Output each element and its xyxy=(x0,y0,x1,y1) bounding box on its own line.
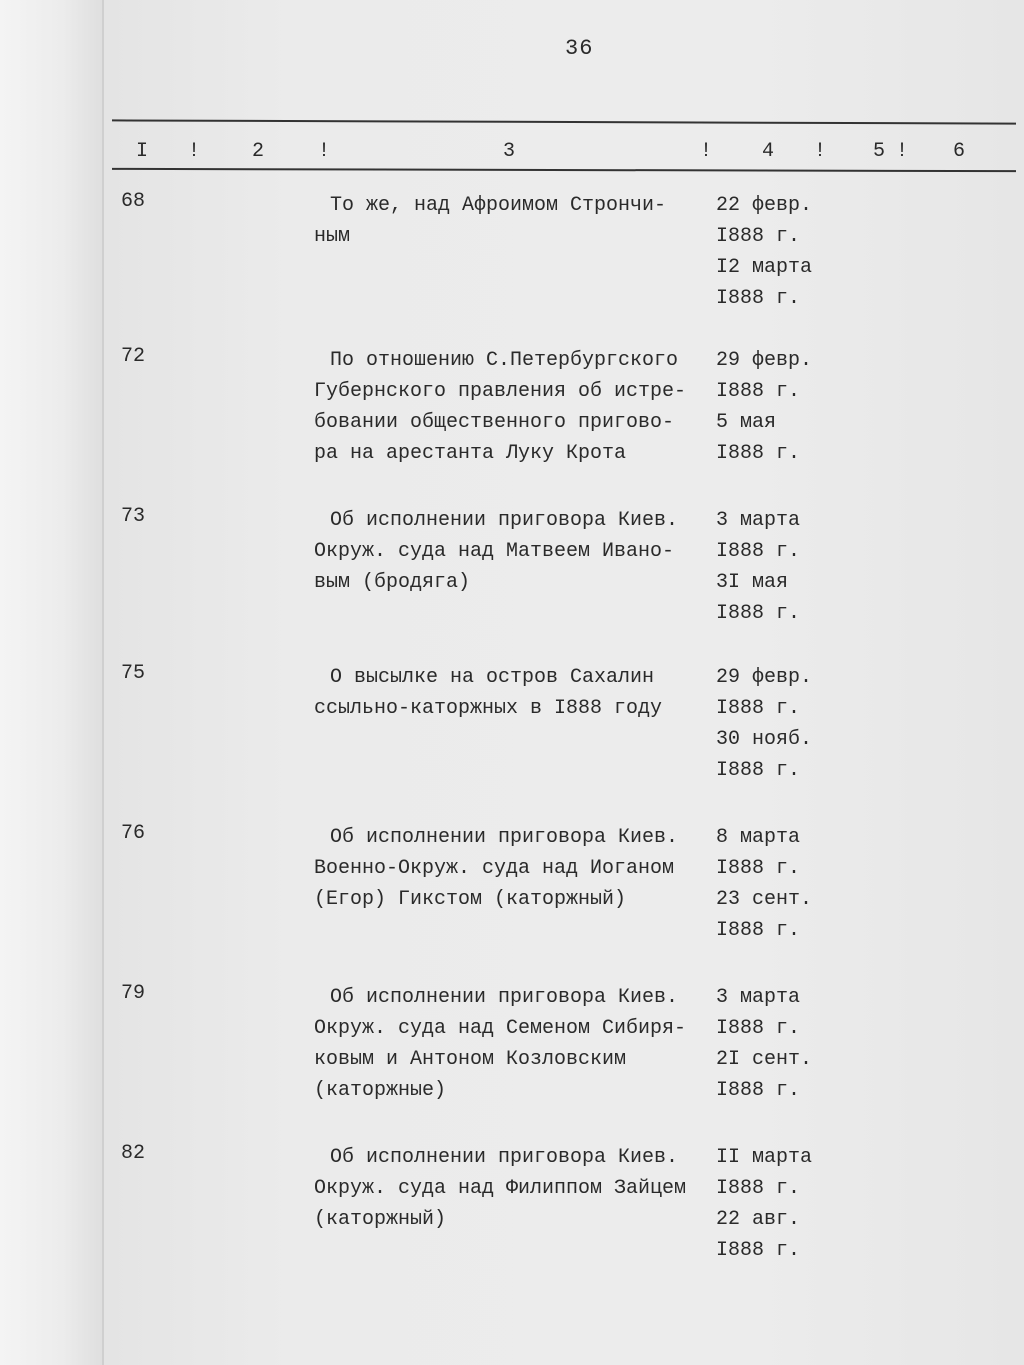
header-col-6: 6 xyxy=(953,140,966,163)
entry-description xyxy=(314,190,714,252)
description-line: О высылке на остров Сахалин xyxy=(330,666,655,689)
date-line: I888 г. xyxy=(716,540,801,563)
header-separator: ! xyxy=(896,140,909,163)
description-line: То же, над Афроимом Стрончи- xyxy=(330,194,667,217)
description-line: ра на арестанта Луку Крота xyxy=(314,442,627,465)
description-line: Об исполнении приговора Киев. xyxy=(330,986,679,1009)
date-line: I888 г. xyxy=(716,857,801,880)
entry-number: 79 xyxy=(121,982,146,1005)
header-col-2: 2 xyxy=(252,140,265,163)
description-line: бовании общественного пригово- xyxy=(314,411,675,434)
description-line: Окруж. суда над Матвеем Ивано- xyxy=(314,540,675,563)
date-line: I888 г. xyxy=(716,697,801,720)
date-line: 22 февр. xyxy=(716,194,813,217)
entry-dates xyxy=(716,190,836,314)
entry-description xyxy=(314,1142,714,1235)
entry-dates xyxy=(716,662,836,786)
entry-dates xyxy=(716,505,836,629)
entry-description xyxy=(314,662,714,724)
date-line: I888 г. xyxy=(716,380,801,403)
date-line: 2I сент. xyxy=(716,1048,813,1071)
description-line: Военно-Окруж. суда над Иоганом xyxy=(314,857,675,880)
date-line: 3 марта xyxy=(716,986,801,1009)
table-header xyxy=(0,140,1024,168)
entry-description xyxy=(314,822,714,915)
date-line: I888 г. xyxy=(716,602,801,625)
header-col-4: 4 xyxy=(762,140,775,163)
date-line: I888 г. xyxy=(716,1177,801,1200)
date-line: I888 г. xyxy=(716,1079,801,1102)
header-col-3: 3 xyxy=(503,140,516,163)
header-col-1: I xyxy=(136,140,149,163)
date-line: 8 марта xyxy=(716,826,801,849)
entry-number: 75 xyxy=(121,662,146,685)
description-line: (Егор) Гикстом (каторжный) xyxy=(314,888,627,911)
date-line: I888 г. xyxy=(716,442,801,465)
date-line: I888 г. xyxy=(716,225,801,248)
description-line: Об исполнении приговора Киев. xyxy=(330,826,679,849)
header-separator: ! xyxy=(700,140,713,163)
entry-number: 82 xyxy=(121,1142,146,1165)
header-separator: ! xyxy=(814,140,827,163)
description-line: Окруж. суда над Семеном Сибиря- xyxy=(314,1017,687,1040)
date-line: I888 г. xyxy=(716,919,801,942)
date-line: 3I мая xyxy=(716,571,789,594)
entry-dates xyxy=(716,822,836,946)
description-line: Об исполнении приговора Киев. xyxy=(330,509,679,532)
date-line: 22 авг. xyxy=(716,1208,801,1231)
entry-number: 73 xyxy=(121,505,146,528)
entry-number: 68 xyxy=(121,190,146,213)
date-line: I888 г. xyxy=(716,287,801,310)
entry-number: 76 xyxy=(121,822,146,845)
entry-dates xyxy=(716,1142,836,1266)
description-line: Окруж. суда над Филиппом Зайцем xyxy=(314,1177,687,1200)
description-line: (каторжные) xyxy=(314,1079,447,1102)
date-line: I888 г. xyxy=(716,1017,801,1040)
date-line: 29 февр. xyxy=(716,349,813,372)
date-line: 5 мая xyxy=(716,411,777,434)
date-line: I888 г. xyxy=(716,759,801,782)
entry-description xyxy=(314,505,714,598)
date-line: II марта xyxy=(716,1146,813,1169)
description-line: По отношению С.Петербургского xyxy=(330,349,679,372)
page-number: 36 xyxy=(565,36,594,61)
entry-dates xyxy=(716,982,836,1106)
date-line: 3 марта xyxy=(716,509,801,532)
entry-description xyxy=(314,982,714,1106)
description-line: вым (бродяга) xyxy=(314,571,471,594)
description-line: ковым и Антоном Козловским xyxy=(314,1048,627,1071)
header-col-5: 5 xyxy=(873,140,886,163)
date-line: I2 марта xyxy=(716,256,813,279)
entry-number: 72 xyxy=(121,345,146,368)
date-line: I888 г. xyxy=(716,1239,801,1262)
entry-description xyxy=(314,345,714,469)
date-line: 30 нояб. xyxy=(716,728,813,751)
header-separator: ! xyxy=(188,140,201,163)
description-line: (каторжный) xyxy=(314,1208,447,1231)
entry-dates xyxy=(716,345,836,469)
description-line: ссыльно-каторжных в I888 году xyxy=(314,697,663,720)
date-line: 23 сент. xyxy=(716,888,813,911)
description-line: Об исполнении приговора Киев. xyxy=(330,1146,679,1169)
description-line: Губернского правления об истре- xyxy=(314,380,687,403)
date-line: 29 февр. xyxy=(716,666,813,689)
description-line: ным xyxy=(314,225,351,248)
previous-page-edge xyxy=(0,0,104,1365)
header-separator: ! xyxy=(318,140,331,163)
